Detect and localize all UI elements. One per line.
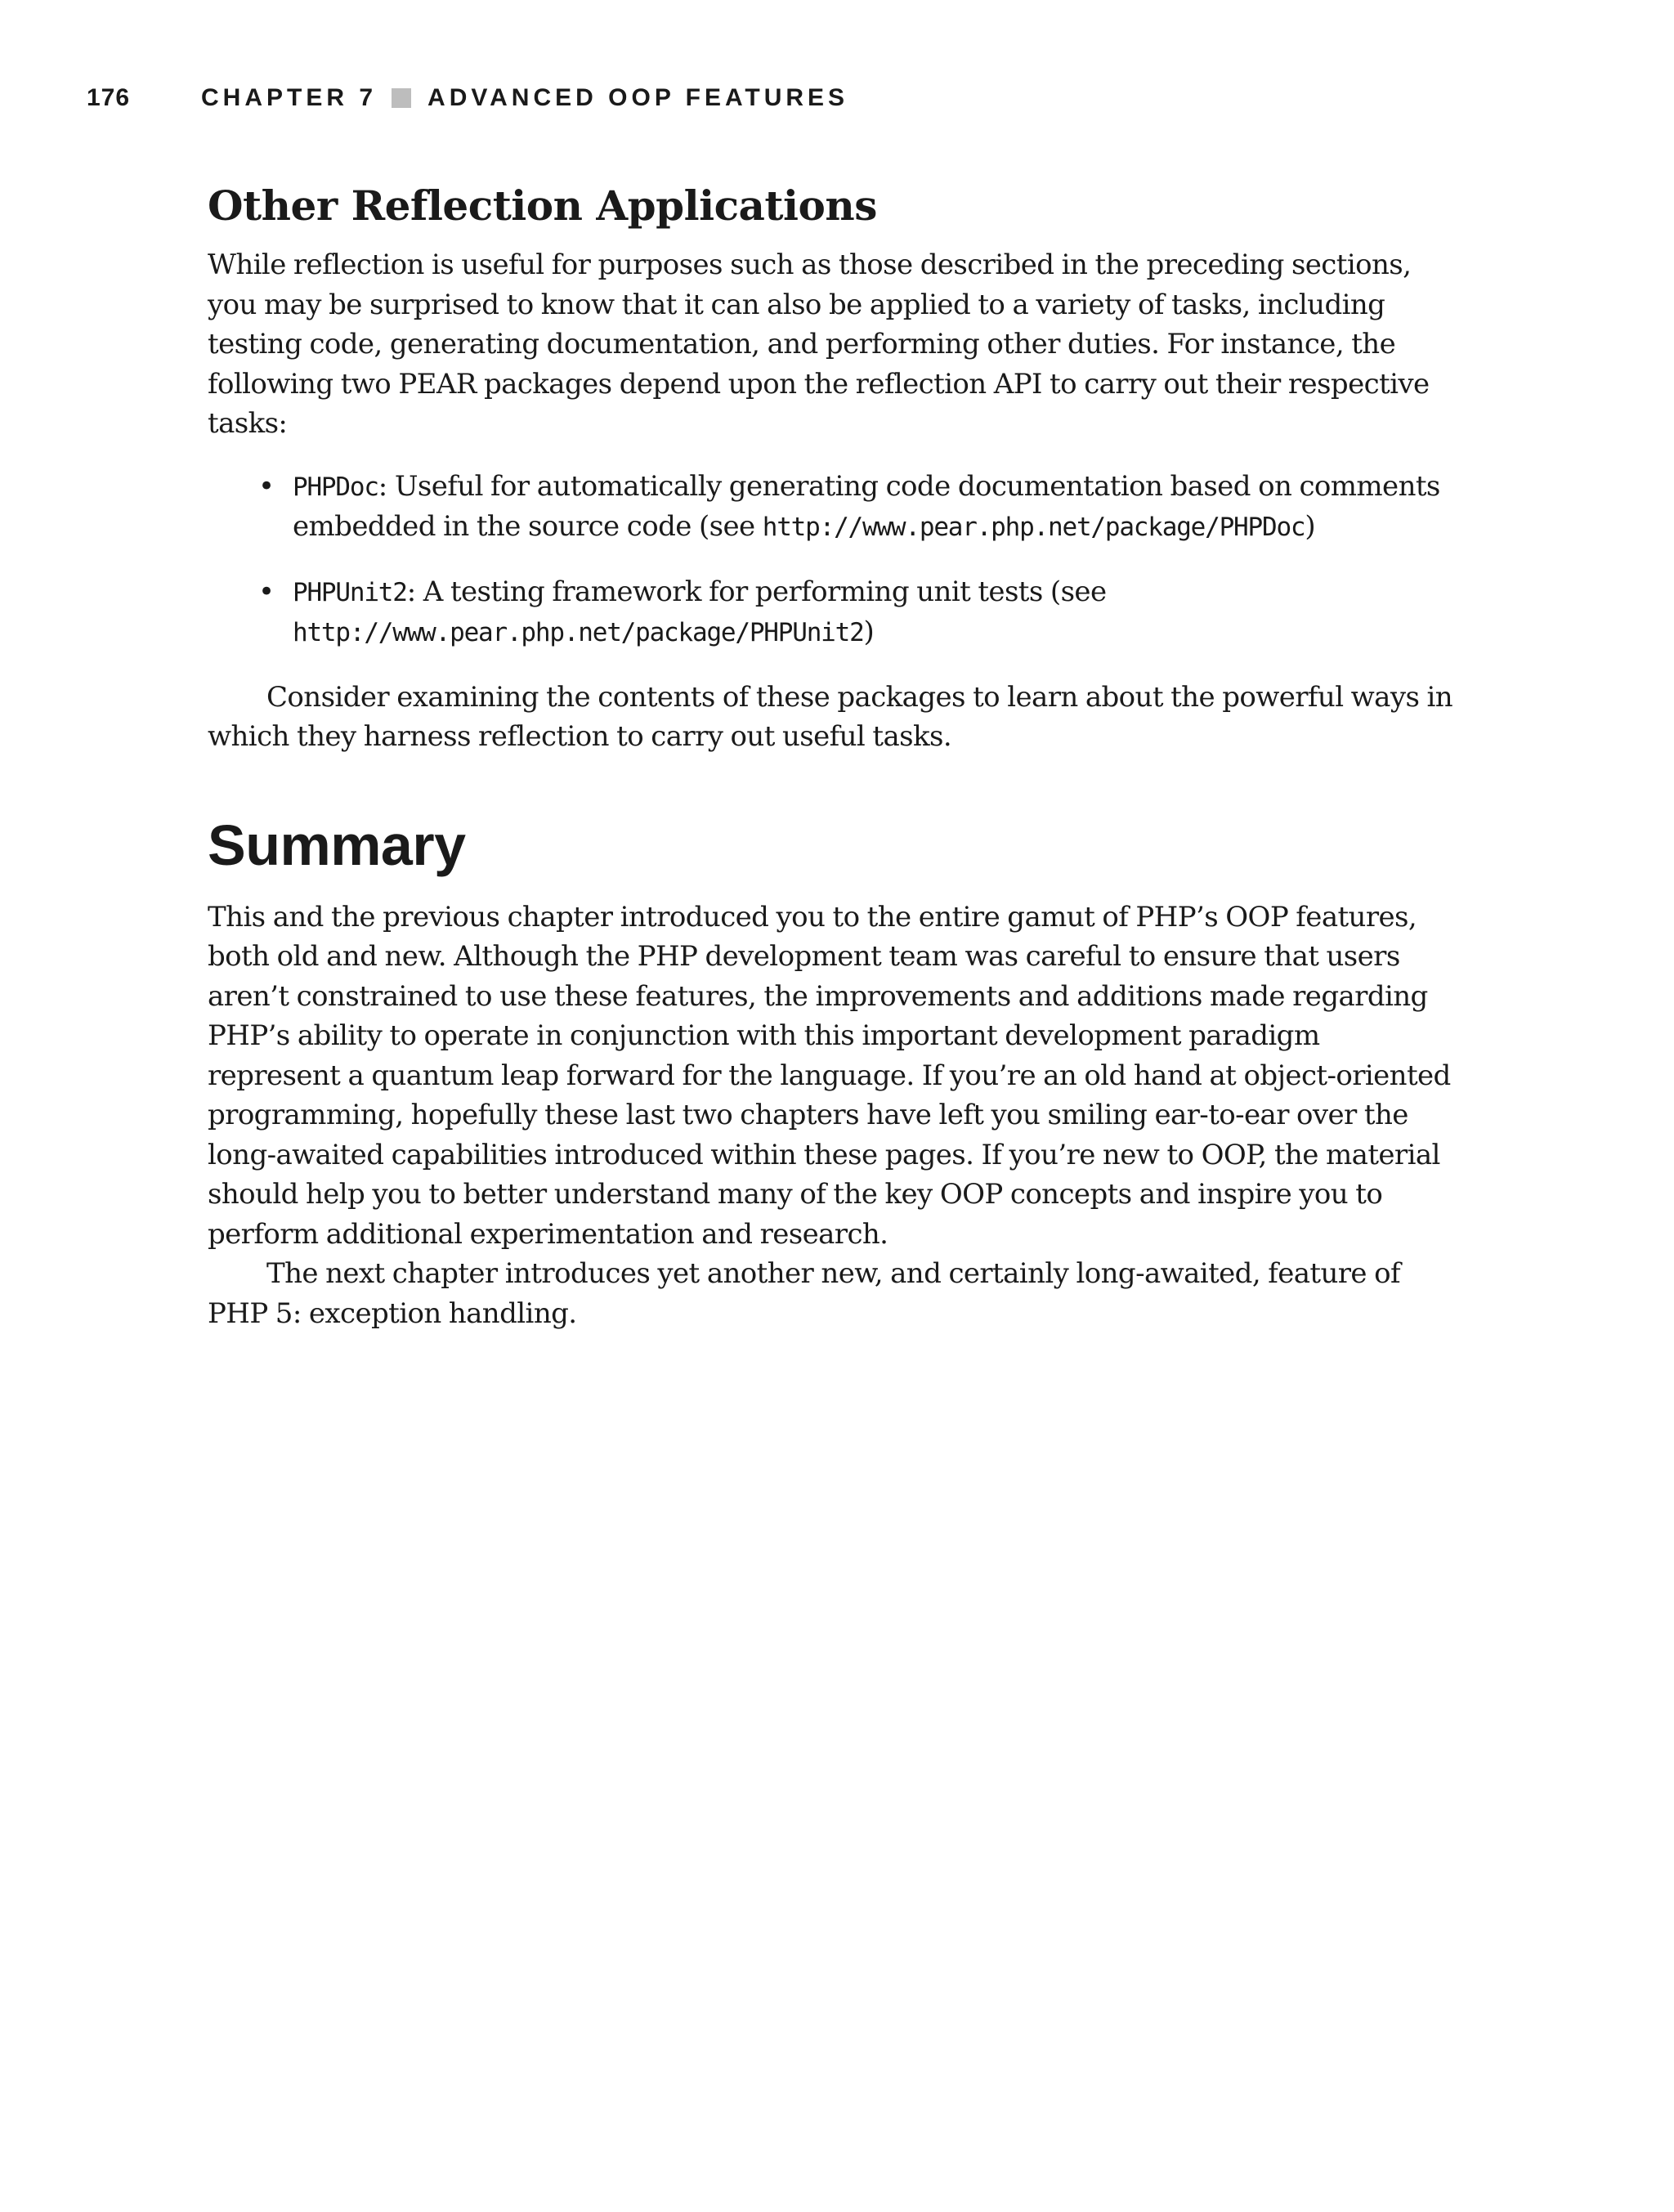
chapter-label: CHAPTER 7 (201, 84, 378, 111)
package-url[interactable]: http://www.pear.php.net/package/PHPDoc (762, 513, 1305, 542)
package-list (208, 467, 1458, 653)
summary-paragraph-2: The next chapter introduces yet another new, and certainly long-awaited, feature of PHP 5: exception handling. (208, 1257, 1401, 1330)
package-description: : A testing framework for performing unit tests (see (406, 575, 1107, 608)
summary-title: Summary (208, 813, 466, 877)
list-item-phpdoc (208, 467, 1458, 548)
section-closing-paragraph: Consider examining the contents of these packages to learn about the powerful ways in which they harness reflection to carry out useful tasks. (208, 680, 1453, 753)
bullet-icon: • (258, 575, 275, 608)
package-description: : Useful for automatically generating code documentation based on comments embedded in the source code (see (293, 469, 1440, 543)
page-number: 176 (87, 84, 131, 111)
running-head (87, 80, 848, 116)
square-separator-icon (392, 88, 411, 108)
package-url[interactable]: http://www.pear.php.net/package/PHPUnit2 (293, 618, 864, 647)
closing-paren: ) (863, 616, 875, 648)
page-content (208, 181, 1458, 1333)
bullet-icon: • (258, 469, 275, 503)
section-intro-paragraph: While reflection is useful for purposes such as those described in the preceding sections, you may be surprised to know that it can also be applied to a variety of tasks, including testing code, generating documentation, and performing other duties. For instance, the following two PEAR packages depend upon the reflection API to carry out their respective tasks: (208, 249, 1430, 440)
list-item-phpunit2 (208, 572, 1458, 653)
summary-paragraph-1: This and the previous chapter introduced you to the entire gamut of PHP’s OOP features, both old and new. Although the PHP development team was careful to ensure that users aren’t constrained to use these features, the improvements and additions made regarding PHP’s ability to operate in conjunction with this important development paradigm represent a quantum leap forward for the language. If you’re an old hand at object-oriented programming, hopefully these last two chapters have left you smiling ear-to-ear over the long-awaited capabilities introduced within these pages. If you’re new to OOP, the material should help you to better understand many of the key OOP concepts and inspire you to perform additional experimentation and research. (208, 900, 1451, 1251)
package-name: PHPUnit2 (293, 577, 407, 607)
package-name: PHPDoc (293, 472, 378, 502)
chapter-title: ADVANCED OOP FEATURES (427, 84, 849, 111)
closing-paren: ) (1305, 510, 1316, 543)
section-title: Other Reflection Applications (208, 181, 877, 230)
